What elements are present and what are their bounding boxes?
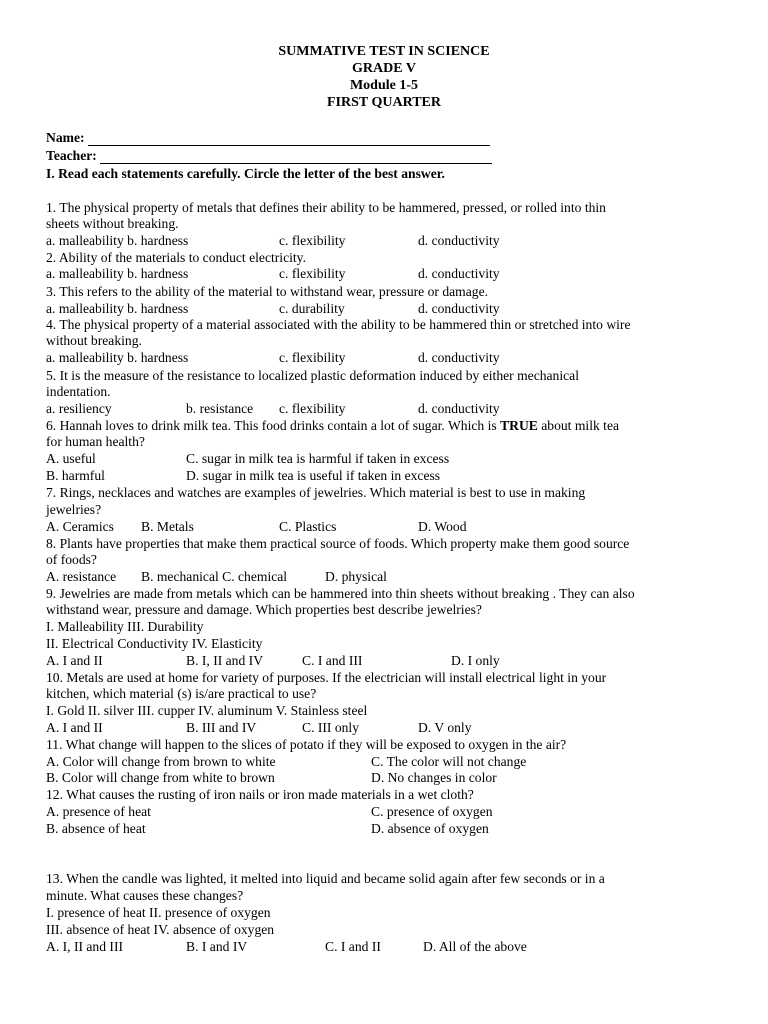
question-7-line-1: 7. Rings, necklaces and watches are examples of jewelries. Which material is best to use in making <box>46 485 586 500</box>
question-4-line-1: 4. The physical property of a material associated with the ability to be hammered thin or stretched into wire <box>46 317 631 332</box>
q7-choice-b[interactable]: B. Metals <box>141 519 194 534</box>
q13-choice-a[interactable]: A. I, II and III <box>46 939 123 954</box>
question-6-line-2: for human health? <box>46 434 145 449</box>
question-10-line-1: 10. Metals are used at home for variety of purposes. If the electrician will install electrical light in your <box>46 670 607 685</box>
q5-choice-d[interactable]: d. conductivity <box>418 401 500 416</box>
question-6-line-1 <box>46 417 619 434</box>
q13-choice-d[interactable]: D. All of the above <box>423 939 527 954</box>
q8-choice-a[interactable]: A. resistance <box>46 569 117 584</box>
instruction: I. Read each statements carefully. Circle the letter of the best answer. <box>46 166 445 181</box>
q10-choice-d[interactable]: D. V only <box>418 720 472 735</box>
name-field <box>46 129 490 146</box>
q6-text-post: about milk tea <box>537 418 620 433</box>
q5-choice-a[interactable]: a. resiliency <box>46 401 112 416</box>
question-13-line-2: minute. What causes these changes? <box>46 888 244 903</box>
q4-choice-c[interactable]: c. flexibility <box>279 350 346 365</box>
header-grade: GRADE V <box>352 61 416 76</box>
q1-choice-c[interactable]: c. flexibility <box>279 233 346 248</box>
q2-choice-ab[interactable]: a. malleability b. hardness <box>46 266 189 281</box>
question-13-line-4: III. absence of heat IV. absence of oxygen <box>46 922 275 937</box>
q6-text-pre: 6. Hannah loves to drink milk tea. This food drinks contain a lot of sugar. Which is <box>46 418 501 433</box>
q9-choice-a[interactable]: A. I and II <box>46 653 103 668</box>
q9-choice-c[interactable]: C. I and III <box>302 653 363 668</box>
q9-choice-d[interactable]: D. I only <box>451 653 500 668</box>
question-2-line-1: 2. Ability of the materials to conduct electricity. <box>46 250 306 265</box>
q7-choice-d[interactable]: D. Wood <box>418 519 467 534</box>
q1-choice-d[interactable]: d. conductivity <box>418 233 500 248</box>
question-4-line-2: without breaking. <box>46 333 142 348</box>
question-3-line-1: 3. This refers to the ability of the material to withstand wear, pressure or damage. <box>46 284 488 299</box>
q12-choice-a[interactable]: A. presence of heat <box>46 804 151 819</box>
q12-choice-c[interactable]: C. presence of oxygen <box>371 804 493 819</box>
test-header <box>0 43 768 111</box>
question-9-line-3: I. Malleability III. Durability <box>46 619 204 634</box>
q1-choice-ab[interactable]: a. malleability b. hardness <box>46 233 189 248</box>
teacher-blank[interactable] <box>100 150 492 164</box>
question-10-line-2: kitchen, which material (s) is/are practical to use? <box>46 686 317 701</box>
q12-choice-b[interactable]: B. absence of heat <box>46 821 146 836</box>
question-8-line-2: of foods? <box>46 552 97 567</box>
question-9-line-4: II. Electrical Conductivity IV. Elasticity <box>46 636 263 651</box>
header-title: SUMMATIVE TEST IN SCIENCE <box>278 44 490 59</box>
q8-choice-d[interactable]: D. physical <box>325 569 387 584</box>
q13-choice-c[interactable]: C. I and II <box>325 939 381 954</box>
header-module: Module 1-5 <box>349 78 419 93</box>
q3-choice-d[interactable]: d. conductivity <box>418 301 500 316</box>
q11-choice-d[interactable]: D. No changes in color <box>371 770 497 785</box>
q4-choice-ab[interactable]: a. malleability b. hardness <box>46 350 189 365</box>
q5-choice-b[interactable]: b. resistance <box>186 401 254 416</box>
question-9-line-1: 9. Jewelries are made from metals which can be hammered into thin sheets without breaking . They can also <box>46 586 635 601</box>
question-1-line-2: sheets without breaking. <box>46 216 179 231</box>
q11-choice-b[interactable]: B. Color will change from white to brown <box>46 770 275 785</box>
q6-choice-c[interactable]: C. sugar in milk tea is harmful if taken in excess <box>186 451 450 466</box>
question-7-line-2: jewelries? <box>46 502 102 517</box>
q6-text-true: TRUE <box>500 418 538 433</box>
question-12-line-1: 12. What causes the rusting of iron nails or iron made materials in a wet cloth? <box>46 787 474 802</box>
q6-choice-d[interactable]: D. sugar in milk tea is useful if taken in excess <box>186 468 441 483</box>
q13-choice-b[interactable]: B. I and IV <box>186 939 248 954</box>
teacher-label: Teacher: <box>46 148 97 163</box>
q12-choice-d[interactable]: D. absence of oxygen <box>371 821 489 836</box>
question-5-line-2: indentation. <box>46 384 111 399</box>
q4-choice-d[interactable]: d. conductivity <box>418 350 500 365</box>
teacher-field <box>46 147 492 164</box>
question-8-line-1: 8. Plants have properties that make them practical source of foods. Which property make them good source <box>46 536 630 551</box>
question-13-line-1: 13. When the candle was lighted, it melted into liquid and became solid again after few seconds or in a <box>46 871 605 886</box>
question-10-line-3: I. Gold II. silver III. cupper IV. aluminum V. Stainless steel <box>46 703 368 718</box>
q3-choice-c[interactable]: c. durability <box>279 301 345 316</box>
name-label: Name: <box>46 130 85 145</box>
q2-choice-c[interactable]: c. flexibility <box>279 266 346 281</box>
question-9-line-2: withstand wear, pressure and damage. Which properties best describe jewelries? <box>46 602 482 617</box>
q9-choice-b[interactable]: B. I, II and IV <box>186 653 264 668</box>
q10-choice-a[interactable]: A. I and II <box>46 720 103 735</box>
question-1-line-1: 1. The physical property of metals that defines their ability to be hammered, pressed, or rolled into thin <box>46 200 606 215</box>
q7-choice-a[interactable]: A. Ceramics <box>46 519 114 534</box>
q5-choice-c[interactable]: c. flexibility <box>279 401 346 416</box>
q6-choice-a[interactable]: A. useful <box>46 451 96 466</box>
q11-choice-c[interactable]: C. The color will not change <box>371 754 527 769</box>
q3-choice-ab[interactable]: a. malleability b. hardness <box>46 301 189 316</box>
q10-choice-b[interactable]: B. III and IV <box>186 720 257 735</box>
question-13-line-3: I. presence of heat II. presence of oxygen <box>46 905 271 920</box>
name-blank[interactable] <box>88 132 490 146</box>
q11-choice-a[interactable]: A. Color will change from brown to white <box>46 754 276 769</box>
q10-choice-c[interactable]: C. III only <box>302 720 360 735</box>
question-5-line-1: 5. It is the measure of the resistance to localized plastic deformation induced by either mechanical <box>46 368 579 383</box>
question-11-line-1: 11. What change will happen to the slices of potato if they will be exposed to oxygen in the air? <box>46 737 567 752</box>
q6-choice-b[interactable]: B. harmful <box>46 468 105 483</box>
q2-choice-d[interactable]: d. conductivity <box>418 266 500 281</box>
q8-choice-bc[interactable]: B. mechanical C. chemical <box>141 569 288 584</box>
q7-choice-c[interactable]: C. Plastics <box>279 519 337 534</box>
header-quarter: FIRST QUARTER <box>327 95 441 110</box>
